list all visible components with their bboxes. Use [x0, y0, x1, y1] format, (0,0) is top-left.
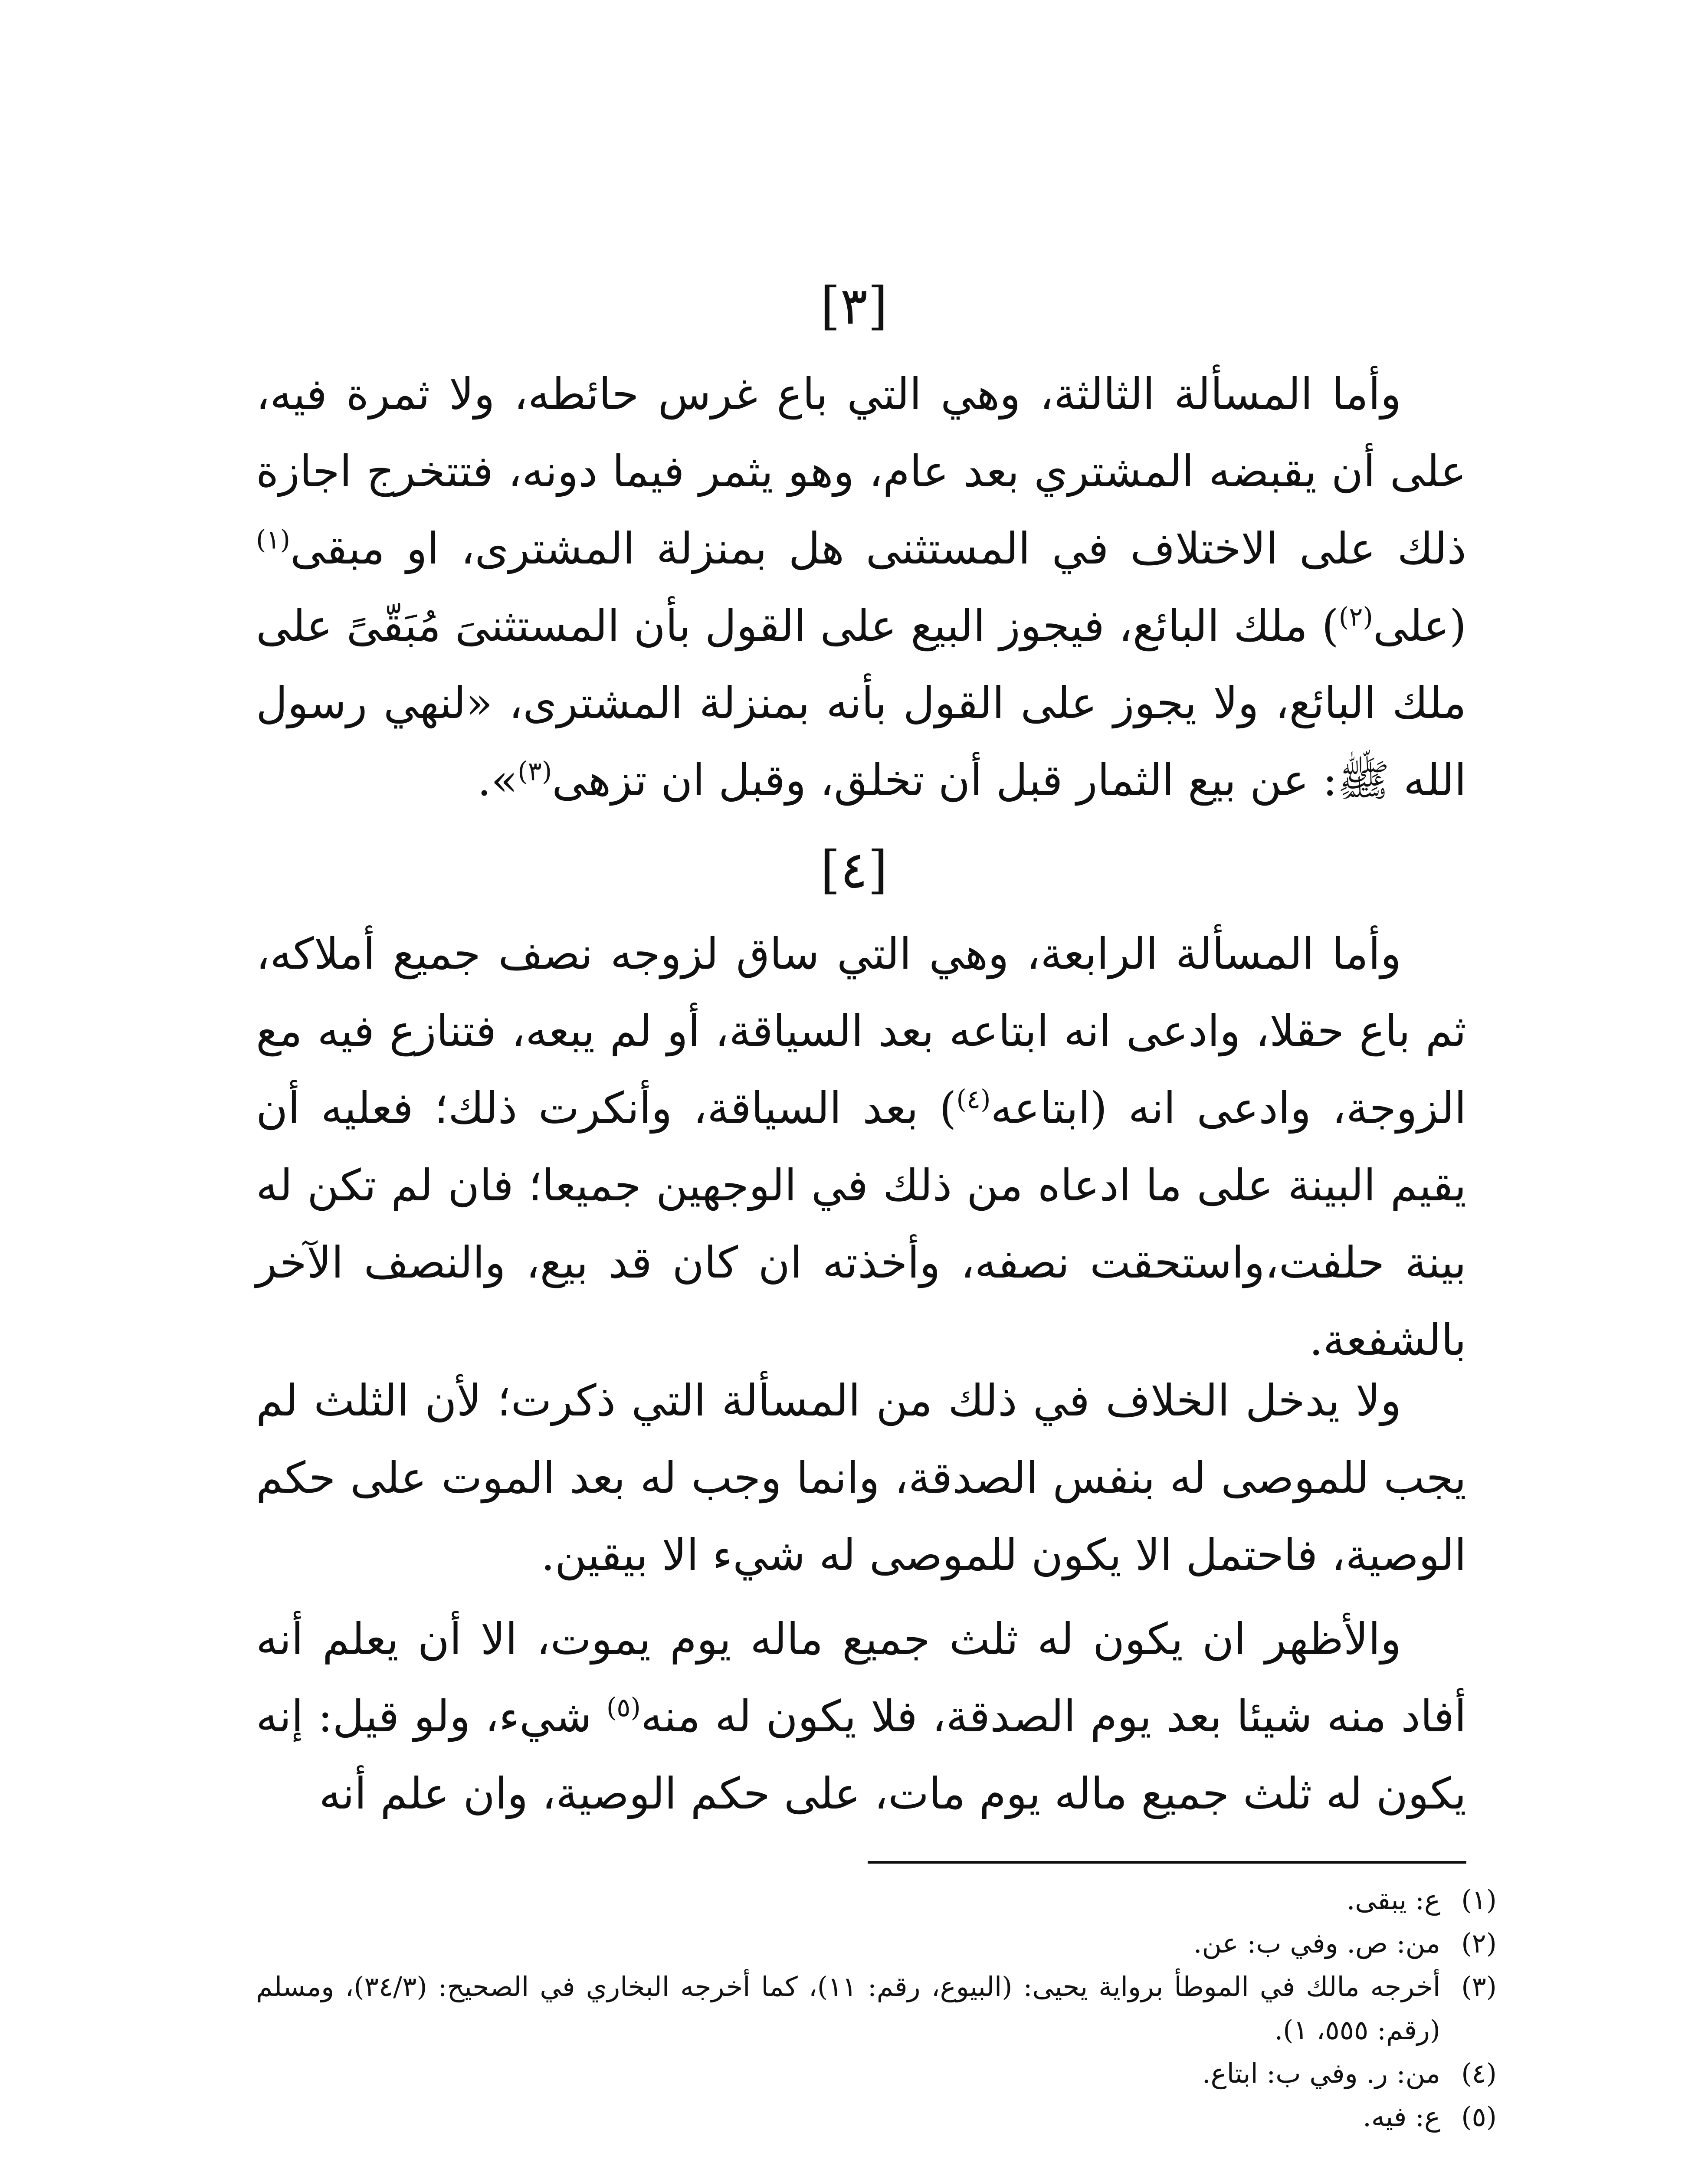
footnotes — [256, 1878, 1497, 2139]
text-run: ». — [477, 755, 518, 806]
footnote-2 — [256, 1922, 1497, 1965]
footnote-number: (٤) — [1461, 2058, 1497, 2089]
paragraph-section-3 — [256, 356, 1466, 819]
footnote-number: (١) — [1461, 1884, 1497, 1916]
footnote-text: أخرجه مالك في الموطأ برواية يحيى: (البيوع، رقم: ١١)، كما أخرجه البخاري في الصحيح: (٣٤/٣)، ومسلم (رقم: ٥٥٥، ١). — [256, 1971, 1440, 2046]
footnote-ref: (٢) — [1338, 602, 1373, 632]
text-run: ) بعد السياقة، وأنكرت ذلك؛ فعليه أن يقيم البينة على ما ادعاه من ذلك في الوجهين جميعا؛ فان لم تكن له بينة حلفت،واستحقت نصفه، وأخذته ان كان قد بيع، والنصف الآخر بالشفعة. — [256, 1083, 1466, 1365]
footnote-ref: (٤) — [956, 1084, 991, 1115]
footnote-text: من: ص. وفي ب: عن. — [1193, 1927, 1440, 1959]
footnote-number: (٢) — [1461, 1927, 1497, 1959]
footnote-ref: (١) — [256, 524, 291, 555]
footnote-number: (٣) — [1461, 1971, 1497, 2002]
footnote-separator — [868, 1861, 1466, 1864]
text-run: وأما المسألة الثالثة، وهي التي باع غرس حائطه، ولا ثمرة فيه، على أن يقبضه المشتري بعد عام، وهو يثمر فيما دونه، فتتخرج اجازة ذلك على الاختلاف في المستثنى هل بمنزلة المشترى، او مبقى — [256, 369, 1466, 574]
footnote-ref: (٣) — [518, 756, 552, 787]
text-run: شيء، ولو قيل: إنه يكون له ثلث جميع ماله يوم مات، على حكم الوصية، وان علم أنه — [256, 1691, 1466, 1819]
footnote-ref: (٥) — [606, 1692, 641, 1723]
section-number: [٤] — [820, 840, 888, 900]
paragraph-khilaf — [256, 1362, 1466, 1594]
section-number: [٣] — [820, 276, 888, 336]
footnote-4 — [256, 2052, 1497, 2095]
footnote-3 — [256, 1965, 1497, 2052]
footnote-number: (٥) — [1461, 2101, 1497, 2133]
paragraph-section-4 — [256, 915, 1466, 1379]
text-run: ) ملك البائع، فيجوز البيع على القول بأن المستثنىَ مُبَقّىً على ملك البائع، ولا يجوز على القول بأنه بمنزلة المشترى، «لنهي رسول الله ﷺ: عن بيع الثمار قبل أن تخلق، وقبل ان تزهى — [256, 600, 1466, 806]
footnote-text: من: ر. وفي ب: ابتاع. — [1202, 2058, 1440, 2089]
text-run: ولا يدخل الخلاف في ذلك من المسألة التي ذكرت؛ لأن الثلث لم يجب للموصى له بنفس الصدقة، وانما وجب له بعد الموت على حكم الوصية، فاحتمل الا يكون للموصى له شيء الا بيقين. — [256, 1375, 1466, 1580]
text-run: (على — [1373, 600, 1466, 651]
footnote-text: ع: فيه. — [1363, 2101, 1440, 2133]
footnote-text: ع: يبقى. — [1346, 1884, 1440, 1916]
paragraph-al-azhar — [256, 1601, 1466, 1832]
footnote-1 — [256, 1878, 1497, 1922]
footnote-5 — [256, 2095, 1497, 2139]
text-run: وأما المسألة الرابعة، وهي التي ساق لزوجه نصف جميع أملاكه، ثم باع حقلا، وادعى انه ابتاعه بعد السياقة، أو لم يبعه، فتنازع فيه مع الزوجة، وادعى انه (ابتاعه — [256, 928, 1466, 1134]
text-run: والأظهر ان يكون له ثلث جميع ماله يوم يموت، الا أن يعلم أنه أفاد منه شيئا بعد يوم الصدقة، فلا يكون له منه — [256, 1614, 1466, 1742]
